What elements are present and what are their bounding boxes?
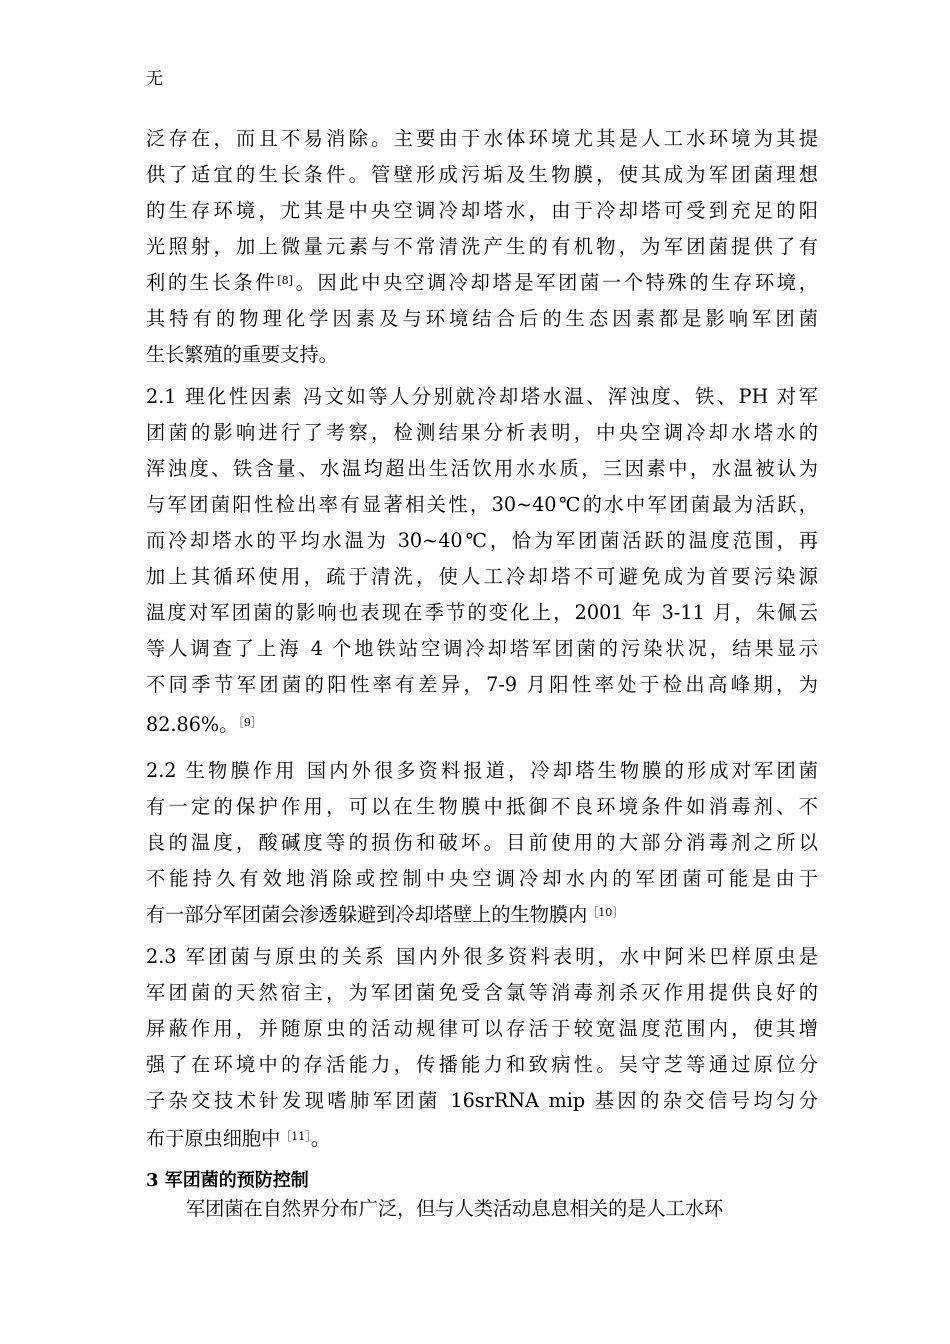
text-line: 加上其循环使用，疏于清洗，使人工冷却塔不可避免成为首要污染源 bbox=[146, 565, 818, 588]
text-line: 不同季节军团菌的阳性率有差异，7-9 月阳性率处于检出高峰期，为 bbox=[146, 673, 818, 696]
text-line bbox=[146, 1126, 818, 1152]
page-header: 无 bbox=[146, 69, 163, 89]
text-line: 军团菌的天然宿主，为军团菌免受含氯等消毒剂杀灭作用提供良好的 bbox=[146, 981, 818, 1004]
text-line: 光照射，加上微量元素与不常清洗产生的有机物，为军团菌提供了有 bbox=[146, 235, 818, 258]
citation-ref: ［10］ bbox=[587, 906, 624, 919]
text-span: 82.86%。 bbox=[146, 713, 239, 736]
text-line: 有一定的保护作用，可以在生物膜中抵御不良环境条件如消毒剂、不 bbox=[146, 795, 818, 818]
text-line: 而冷却塔水的平均水温为 30~40℃，恰为军团菌活跃的温度范围，再 bbox=[146, 529, 818, 552]
text-line: 不能持久有效地消除或控制中央空调冷却水内的军团菌可能是由于 bbox=[146, 867, 818, 890]
text-span: 。因此中央空调冷却塔是军团菌一个特殊的生存环境， bbox=[292, 271, 818, 294]
text-span: 布于原虫细胞中 bbox=[146, 1127, 281, 1150]
section-2-3-line: 2.3 军团菌与原虫的关系 国内外很多资料表明，水中阿米巴样原虫是 bbox=[146, 945, 818, 968]
section-2-1-line: 2.1 理化性因素 冯文如等人分别就冷却塔水温、浑浊度、铁、PH 对军 bbox=[146, 385, 818, 408]
text-line: 等人调查了上海 4 个地铁站空调冷却塔军团菌的污染状况，结果显示 bbox=[146, 637, 818, 660]
text-line bbox=[146, 270, 818, 296]
text-line: 强了在环境中的存活能力，传播能力和致病性。吴守芝等通过原位分 bbox=[146, 1053, 818, 1076]
text-line: 子杂交技术针发现嗜肺军团菌 16srRNA mip 基因的杂交信号均匀分 bbox=[146, 1089, 818, 1112]
text-line: 供了适宜的生长条件。管壁形成污垢及生物膜，使其成为军团菌理想 bbox=[146, 163, 818, 186]
text-line: 与军团菌阳性检出率有显著相关性，30~40℃的水中军团菌最为活跃， bbox=[146, 493, 818, 516]
text-line: 温度对军团菌的影响也表现在季节的变化上，2001 年 3-11 月，朱佩云 bbox=[146, 601, 818, 624]
text-line: 的生存环境，尤其是中央空调冷却塔水，由于冷却塔可受到充足的阳 bbox=[146, 199, 818, 222]
citation-ref: ［9］ bbox=[238, 716, 262, 729]
text-line: 军团菌在自然界分布广泛，但与人类活动息息相关的是人工水环 bbox=[186, 1197, 724, 1220]
citation-ref: [8] bbox=[277, 274, 293, 287]
text-line: 其特有的物理化学因素及与环境结合后的生态因素都是影响军团菌 bbox=[146, 307, 818, 330]
section-3-heading: 3 军团菌的预防控制 bbox=[146, 1170, 309, 1191]
text-line: 泛存在，而且不易消除。主要由于水体环境尤其是人工水环境为其提 bbox=[146, 127, 818, 150]
section-2-2-line: 2.2 生物膜作用 国内外很多资料报道，冷却塔生物膜的形成对军团菌 bbox=[146, 759, 818, 782]
text-line: 团菌的影响进行了考察，检测结果分析表明，中央空调冷却水塔水的 bbox=[146, 421, 818, 444]
text-line: 生长繁殖的重要支持。 bbox=[146, 343, 338, 366]
text-line bbox=[146, 712, 818, 738]
text-span: 。 bbox=[310, 1127, 330, 1150]
text-span: 利的生长条件 bbox=[146, 271, 278, 294]
text-line: 屏蔽作用，并随原虫的活动规律可以存活于较宽温度范围内，使其增 bbox=[146, 1017, 818, 1040]
text-line: 良的温度，酸碱度等的损伤和破坏。目前使用的大部分消毒剂之所以 bbox=[146, 831, 818, 854]
text-line bbox=[146, 902, 818, 928]
text-span: 有一部分军团菌会渗透躲避到冷却塔壁上的生物膜内 bbox=[146, 903, 588, 926]
citation-ref: ［11］ bbox=[280, 1130, 311, 1143]
text-line: 浑浊度、铁含量、水温均超出生活饮用水水质，三因素中，水温被认为 bbox=[146, 457, 818, 480]
